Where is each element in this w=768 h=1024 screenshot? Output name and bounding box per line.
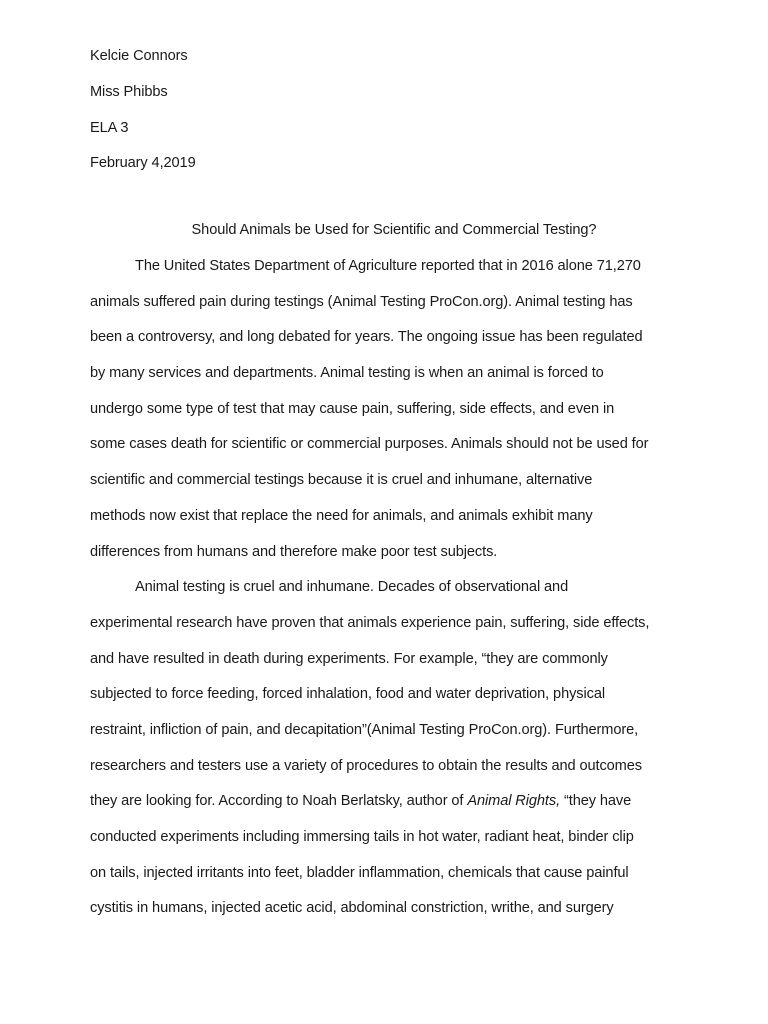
text-line: been a controversy, and long debated for years. The ongoing issue has been regulated bbox=[90, 329, 643, 346]
text-line: The United States Department of Agriculture reported that in 2016 alone 71,270 bbox=[135, 258, 641, 274]
course-name: ELA 3 bbox=[90, 120, 129, 136]
paragraph-1 bbox=[90, 256, 710, 577]
text-segment: they are looking for. According to Noah Berlatsky, author of bbox=[90, 793, 468, 810]
text-line: by many services and departments. Animal testing is when an animal is forced to bbox=[90, 365, 604, 382]
text-line: some cases death for scientific or commercial purposes. Animals should not be used for bbox=[90, 436, 649, 453]
student-name: Kelcie Connors bbox=[90, 48, 188, 64]
text-line: on tails, injected irritants into feet, bladder inflammation, chemicals that cause painful bbox=[90, 864, 629, 881]
text-line: animals suffered pain during testings (Animal Testing ProCon.org). Animal testing has bbox=[90, 293, 633, 310]
text-line: researchers and testers use a variety of procedures to obtain the results and outcomes bbox=[90, 757, 642, 774]
text-segment: “they have bbox=[560, 793, 632, 810]
teacher-name: Miss Phibbs bbox=[90, 84, 168, 100]
text-line: conducted experiments including immersing tails in hot water, radiant heat, binder clip bbox=[90, 829, 634, 845]
text-line: methods now exist that replace the need for animals, and animals exhibit many bbox=[90, 507, 593, 524]
text-line: restraint, infliction of pain, and decapitation”(Animal Testing ProCon.org). Furthermore, bbox=[90, 721, 639, 738]
essay-body bbox=[90, 256, 710, 934]
text-line-with-citation bbox=[90, 791, 710, 827]
text-line: experimental research have proven that animals experience pain, suffering, side effects, bbox=[90, 614, 650, 631]
text-line: Animal testing is cruel and inhumane. Decades of observational and bbox=[135, 579, 569, 596]
text-line: and have resulted in death during experiments. For example, “they are commonly bbox=[90, 650, 608, 667]
text-line: undergo some type of test that may cause pain, suffering, side effects, and even in bbox=[90, 400, 615, 417]
text-line: differences from humans and therefore make poor test subjects. bbox=[90, 543, 498, 560]
book-title: Animal Rights, bbox=[467, 793, 561, 810]
essay-date: February 4,2019 bbox=[90, 155, 196, 171]
text-line: scientific and commercial testings because it is cruel and inhumane, alternative bbox=[90, 472, 593, 489]
essay-title: Should Animals be Used for Scientific and Commercial Testing? bbox=[191, 222, 597, 238]
text-line: subjected to force feeding, forced inhalation, food and water deprivation, physical bbox=[90, 686, 605, 703]
text-line: cystitis in humans, injected acetic acid, abdominal constriction, writhe, and surgery bbox=[90, 900, 614, 917]
paragraph-2 bbox=[90, 577, 710, 934]
